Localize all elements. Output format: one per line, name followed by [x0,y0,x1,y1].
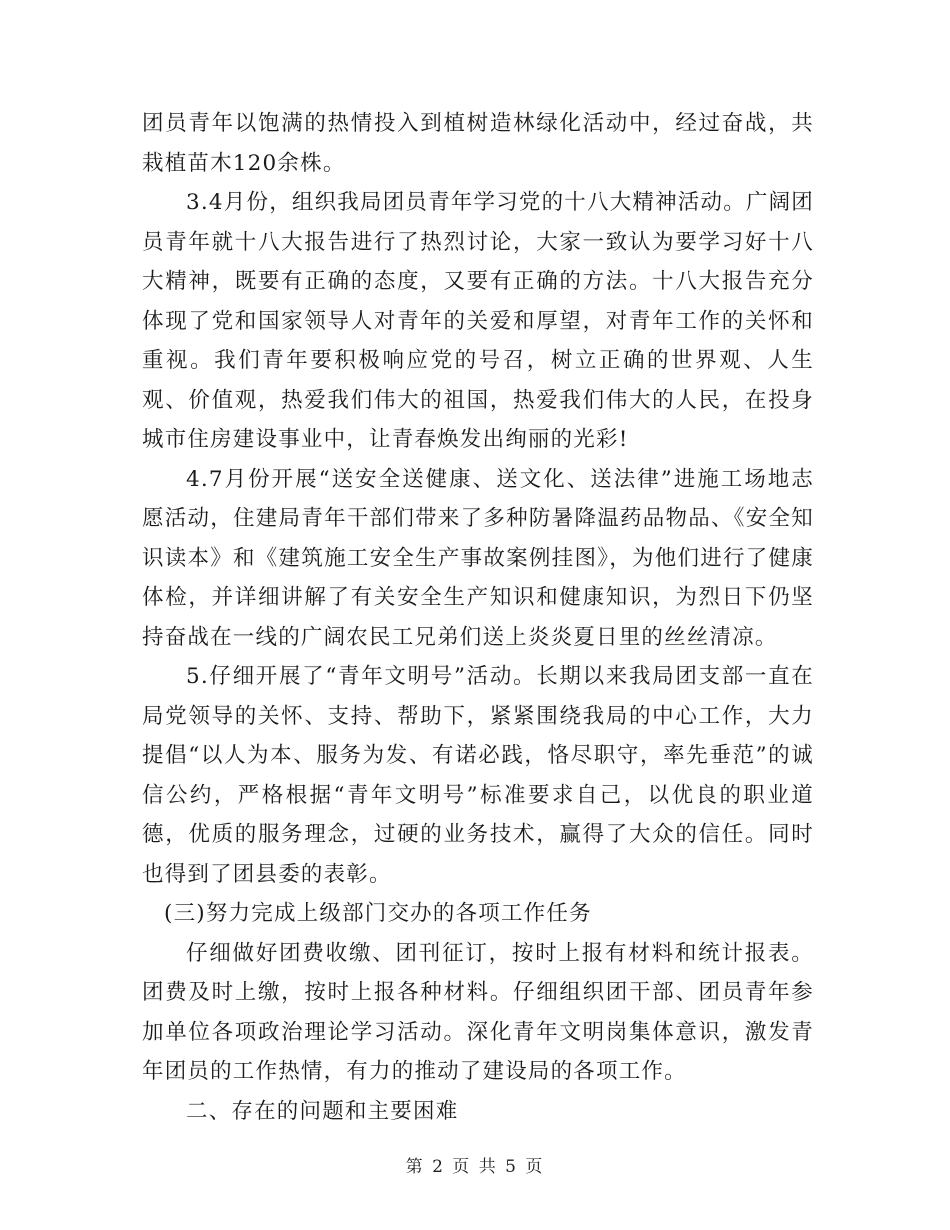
paragraph-item-5: 5.仔细开展了“青年文明号”活动。长期以来我局团支部一直在局党领导的关怀、支持、帮助下，紧紧围绕我局的中心工作，大力提倡“以人为本、服务为发、有诺必践，恪尽职守，率先垂范”的诚信公约，严格根据“青年文明号”标准要求自己，以优良的职业道德，优质的服务理念，过硬的业务技术，赢得了大众的信任。同时也得到了团县委的表彰。 [142,664,814,887]
paragraph-item-3: 3.4月份，组织我局团员青年学习党的十八大精神活动。广阔团员青年就十八大报告进行了热烈讨论，大家一致认为要学习好十八大精神，既要有正确的态度，又要有正确的方法。十八大报告充分体现了党和国家领导人对青年的关爱和厚望，对青年工作的关怀和重视。我们青年要积极响应党的号召，树立正确的世界观、人生观、价值观，热爱我们伟大的祖国，热爱我们伟大的人民，在投身城市住房建设事业中，让青春焕发出绚丽的光彩! [142,190,814,452]
page-number-footer: 第 2 页 共 5 页 [405,1157,545,1177]
paragraph-section-3-body: 仔细做好团费收缴、团刊征订，按时上报有材料和统计报表。团费及时上缴，按时上报各种材料。仔细组织团干部、团员青年参加单位各项政治理论学习活动。深化青年文明岗集体意识，激发青年团员的工作热情，有力的推动了建设局的各项工作。 [142,940,814,1084]
section-heading-3: (三)努力完成上级部门交办的各项工作任务 [164,901,592,926]
paragraph-continuation: 团员青年以饱满的热情投入到植树造林绿化活动中，经过奋战，共栽植苗木120余株。 [142,111,814,176]
document-body [142,104,814,1131]
paragraph-item-4: 4.7月份开展“送安全送健康、送文化、送法律”进施工场地志愿活动，住建局青年干部们带来了多种防暑降温药品物品、《安全知识读本》和《建筑施工安全生产事故案例挂图》，为他们进行了健康体检，并详细讲解了有关安全生产知识和健康知识，为烈日下仍坚持奋战在一线的广阔农民工兄弟们送上炎炎夏日里的丝丝清凉。 [142,466,814,650]
section-heading-2: 二、存在的问题和主要困难 [186,1098,459,1124]
